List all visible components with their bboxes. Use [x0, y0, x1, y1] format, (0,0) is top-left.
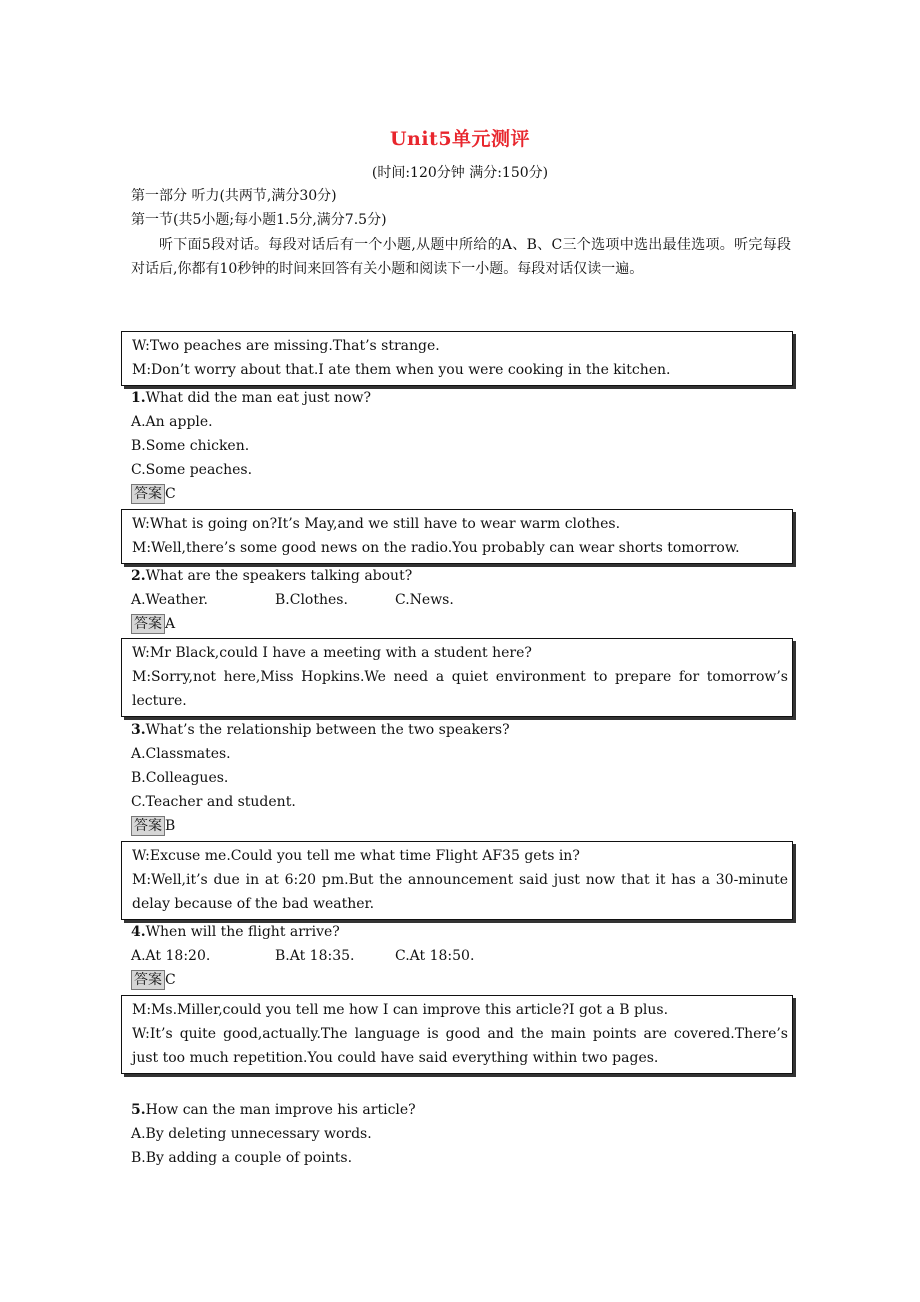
answer-value: B — [165, 818, 176, 834]
question-number: 5. — [131, 1102, 146, 1118]
answer-value: C — [165, 486, 176, 502]
question-4 — [131, 920, 340, 944]
question-text: What are the speakers talking about? — [145, 568, 413, 584]
option: A.At 18:20. — [131, 948, 211, 964]
dialog-line: M:Ms.Miller,could you tell me how I can improve this article?I got a B plus. — [132, 1002, 669, 1018]
answer-value: A — [165, 616, 176, 632]
answer-3 — [131, 815, 175, 837]
option: B.Clothes. — [275, 592, 348, 608]
question-text: When will the flight arrive? — [145, 924, 340, 940]
instructions: 听下面5段对话。每段对话后有一个小题,从题中所给的A、B、C三个选项中选出最佳选项。听完每段对话后,你都有10秒钟的时间来回答有关小题和阅读下一小题。每段对话仅读一遍。 — [131, 237, 791, 277]
question-text: What did the man eat just now? — [145, 390, 372, 406]
dialog-line: M:Sorry,not here,Miss Hopkins.We need a quiet environment to prepare for tomorrow’s lecture. — [132, 669, 788, 709]
option: B.By adding a couple of points. — [131, 1150, 353, 1166]
question-number: 2. — [131, 568, 146, 584]
option: B.Some chicken. — [131, 438, 250, 454]
answer-value: C — [165, 972, 176, 988]
question-1 — [131, 386, 371, 410]
dialog-line: W:What is going on?It’s May,and we still have to wear warm clothes. — [132, 516, 621, 532]
dialog-box-5 — [121, 995, 793, 1074]
question-number: 1. — [131, 390, 146, 406]
options-row — [131, 588, 454, 612]
question-number: 4. — [131, 924, 146, 940]
question-2 — [131, 564, 412, 588]
answer-badge: 答案 — [131, 484, 165, 504]
option: C.Some peaches. — [131, 462, 253, 478]
question-number: 3. — [131, 722, 146, 738]
dialog-box-2 — [121, 509, 793, 564]
page-title: Unit5单元测评 — [389, 128, 531, 150]
dialog-line: M:Well,there’s some good news on the radio.You probably can wear shorts tomorrow. — [132, 540, 740, 556]
option: C.News. — [395, 592, 454, 608]
dialog-box-1 — [121, 331, 793, 386]
answer-1 — [131, 483, 176, 505]
option: A.An apple. — [131, 414, 213, 430]
question-text: What’s the relationship between the two speakers? — [145, 722, 510, 738]
option: C.Teacher and student. — [131, 794, 296, 810]
options-row — [131, 944, 474, 968]
question-5 — [131, 1098, 416, 1122]
dialog-line: W:Two peaches are missing.That’s strange. — [132, 338, 440, 354]
dialog-line: W:It’s quite good,actually.The language is good and the main points are covered.There’s just too much repetition.You could have said everything within two pages. — [132, 1026, 788, 1066]
dialog-line: W:Mr Black,could I have a meeting with a student here? — [132, 645, 532, 661]
answer-4 — [131, 969, 176, 991]
option: C.At 18:50. — [395, 948, 475, 964]
answer-badge: 答案 — [131, 816, 165, 836]
dialog-box-3 — [121, 638, 793, 717]
question-text: How can the man improve his article? — [145, 1102, 416, 1118]
answer-badge: 答案 — [131, 970, 165, 990]
part-heading: 第一部分 听力(共两节,满分30分) — [131, 188, 337, 204]
option: B.Colleagues. — [131, 770, 229, 786]
dialog-line: M:Well,it’s due in at 6:20 pm.But the announcement said just now that it has a 30-minute delay because of the bad weather. — [132, 872, 788, 912]
dialog-box-4 — [121, 841, 793, 920]
answer-badge: 答案 — [131, 614, 165, 634]
option: B.At 18:35. — [275, 948, 355, 964]
answer-2 — [131, 613, 175, 635]
question-3 — [131, 718, 510, 742]
section-heading: 第一节(共5小题;每小题1.5分,满分7.5分) — [131, 212, 387, 228]
dialog-line: M:Don’t worry about that.I ate them when you were cooking in the kitchen. — [132, 362, 671, 378]
option: A.Classmates. — [131, 746, 231, 762]
exam-info: (时间:120分钟 满分:150分) — [371, 165, 549, 181]
option: A.Weather. — [131, 592, 208, 608]
dialog-line: W:Excuse me.Could you tell me what time Flight AF35 gets in? — [132, 848, 580, 864]
option: A.By deleting unnecessary words. — [131, 1126, 372, 1142]
